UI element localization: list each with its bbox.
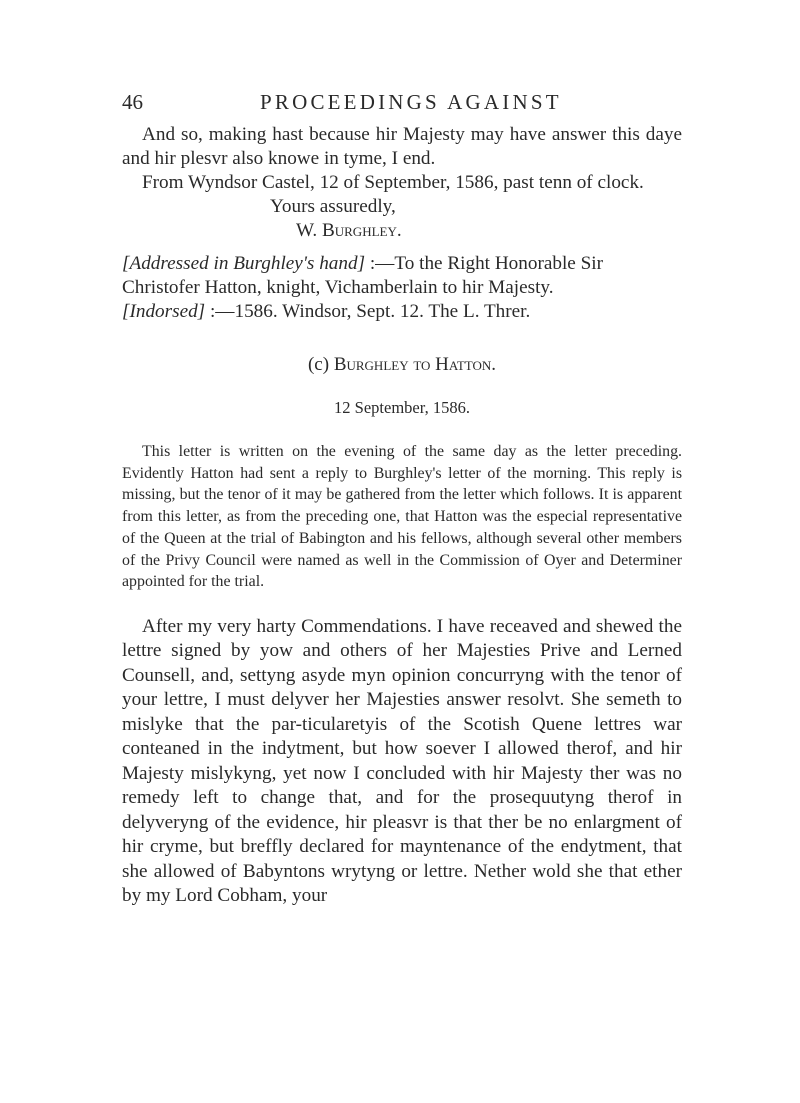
section-heading [122, 353, 682, 377]
indorsed-line [122, 300, 682, 324]
signature-prefix: W. [296, 220, 322, 241]
page-number: 46 [122, 90, 143, 114]
page-header [122, 90, 682, 120]
letter-1-paragraph-2: From Wyndsor Castel, 12 of September, 1586, past tenn of clock. [142, 172, 644, 193]
section-heading-prefix: (c) [307, 354, 334, 375]
page-body [122, 123, 682, 909]
running-head: PROCEEDINGS AGAINST [260, 90, 562, 114]
signature-name: Burghley. [321, 220, 402, 241]
letter-1-signature [122, 219, 682, 243]
indorsed-label: [Indorsed] [122, 301, 206, 322]
section-heading-title: Burghley to Hatton. [333, 354, 497, 375]
letter-1-salutation: Yours assuredly, [270, 196, 396, 217]
letter-2-text: After my very harty Commendations. I have receaved and shewed the lettre signed by yow and others of her Majesties Prive and Lerned Counsell, and, settyng asyde myn opinion concurryng with the tenor of your lettre, I must delyver her Majesties answer resolvt. She semeth to mislyke that the par-ticularetyis of the Scotish Quene lettres war conteaned in the indytment, but how soever I allowed therof, and hir Majesty mislykyng, yet now I concluded with hir Majesty ther was no remedy left to change that, and for the prosequutyng therof in delyveryng of the evidence, hir pleasvr is that ther be no enlargment of hir cryme, but breffly declared for mayntenance of the endytment, that she allowed of Babyntons wrytyng or lettre. Nether wold she that ether by my Lord Cobham, your [122, 615, 682, 907]
endorsements [122, 252, 682, 324]
addressed-label: [Addressed in Burghley's hand] [122, 253, 366, 274]
indorsed-text: :—1586. Windsor, Sept. 12. The L. Threr. [205, 301, 531, 322]
letter-1-paragraph-1: And so, making hast because hir Majesty may have answer this daye and hir plesvr also knowe in tyme, I end. [122, 124, 682, 169]
section-date: 12 September, 1586. [334, 398, 470, 417]
addressed-text: :—To the Right Honorable Sir Christofer Hatton, knight, Vichamberlain to hir Majesty. [122, 253, 603, 298]
editorial-note: This letter is written on the evening of the same day as the letter preceding. Evidently Hatton had sent a reply to Burghley's letter of the morning. This reply is missing, but the tenor of it may be gathered from the letter which follows. It is apparent from this letter, as from the preceding one, that Hatton was the especial representative of the Queen at the trial of Babington and his fellows, although several other members of the Privy Council were named as well in the Commission of Oyer and Determiner appointed for the trial. [122, 443, 682, 591]
addressed-line [122, 252, 682, 300]
